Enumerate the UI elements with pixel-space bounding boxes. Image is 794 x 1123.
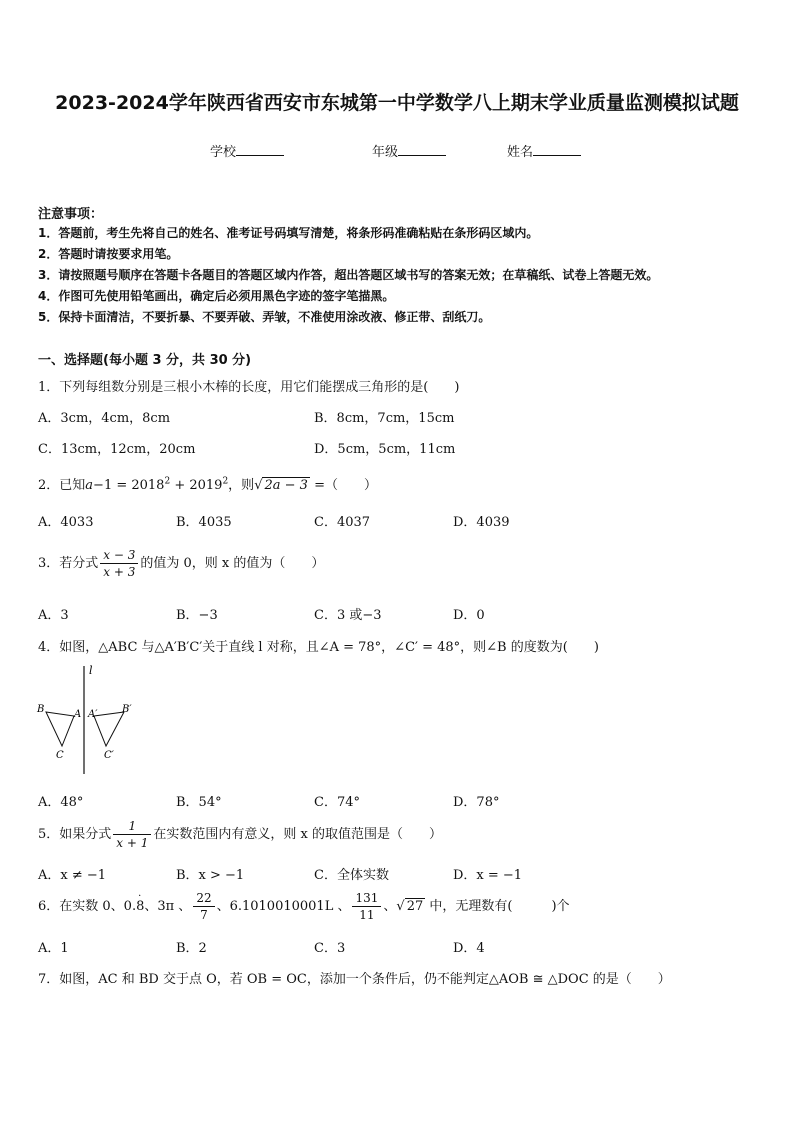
q3-prefix: 3．若分式 [38,556,99,571]
q5-fraction [113,818,151,851]
label-a-prime: A′ [88,709,98,720]
note-item: 2．答题时请按要求用笔。 [38,247,179,261]
q2-option-a: A．4033 [38,515,94,530]
sqrt-icon: √ [254,478,263,493]
q6-fraction2-num: 131 [352,890,381,907]
q2-power1: 2 [164,476,171,487]
q2-option-b: B．4035 [176,515,232,530]
repeat-dot-icon: · [138,891,142,902]
q4-option-d: D．78° [453,795,500,810]
label-b: B [37,704,45,715]
name-field [507,141,581,160]
note-item: 1．答题前，考生先将自己的姓名、准考证号码填写清楚，将条形码准确粘贴在条形码区域内。 [38,226,539,240]
q1-option-a: A．3cm，4cm，8cm [38,411,171,426]
q7-stem: 7．如图，AC 和 BD 交于点 O，若 OB = OC，添加一个条件后，仍不能判定△AOB ≅ △DOC 的是（ ） [38,972,671,987]
triangle-abc [46,712,74,746]
q4-option-b: B．54° [176,795,222,810]
q3-fraction [100,547,138,580]
label-a: A [74,709,82,720]
q6-repeating-digit [136,891,145,914]
q6-fraction1 [193,890,214,923]
q2-option-c: C．4037 [314,515,371,530]
q6-stem [38,890,570,923]
label-c-prime: C′ [104,750,114,761]
grade-blank [398,143,446,156]
q6-fraction2-den: 11 [359,908,375,922]
name-blank [533,143,581,156]
q3-option-c: C．3 或−3 [314,608,382,623]
q2-option-d: D．4039 [453,515,510,530]
grade-field [372,141,446,160]
q2-eq: −1 = 2018 [93,478,165,493]
notes-title: 注意事项： [38,207,104,222]
label-c: C [56,750,64,761]
grade-label: 年级 [372,145,399,160]
school-label: 学校 [210,145,237,160]
q6-fraction1-num: 22 [193,890,214,907]
q6-prefix: 6．在实数 0、0. [38,899,137,914]
sqrt-icon: √ [396,899,405,914]
q6-option-d: D．4 [453,941,485,956]
page-title: 2023-2024学年陕西省西安市东城第一中学数学八上期末学业质量监测模拟试题 [55,92,739,114]
q6-option-c: C．3 [314,941,346,956]
q6-radicand: 27 [406,899,424,914]
q4-stem: 4．如图，△ABC 与△A′B′C′关于直线 l 对称，且∠A = 78°，∠C′ = 48°，则∠B 的度数为( ) [38,640,599,655]
q1-option-c: C．13cm，12cm，20cm [38,442,196,457]
q6-fraction2 [352,890,381,923]
q3-suffix: 的值为 0，则 x 的值为（ ） [140,556,325,571]
q6-mid3: 、 [383,899,397,914]
note-item: 3．请按照题号顺序在答题卡各题目的答题区域内作答，超出答题区域书写的答案无效；在草稿纸、试卷上答题无效。 [38,268,659,282]
q6-rep-value: 8 [136,899,145,914]
q5-option-d: D．x = −1 [453,868,523,883]
q2-mid: ，则 [228,478,255,493]
note-item: 4．作图可先使用铅笔画出，确定后必须用黑色字迹的签字笔描黑。 [38,289,395,303]
q5-suffix: 在实数范围内有意义，则 x 的取值范围是（ ） [153,827,442,842]
q2-var: a [85,478,94,493]
q5-stem [38,818,442,851]
q5-prefix: 5．如果分式 [38,827,112,842]
q5-option-c: C．全体实数 [314,868,389,883]
q1-option-b: B．8cm，7cm，15cm [314,411,455,426]
q4-option-c: C．74° [314,795,360,810]
q6-mid2: 、6.1010010001L 、 [216,899,351,914]
q3-numerator: x − 3 [100,547,138,564]
q6-suffix: 中，无理数有( )个 [425,899,570,914]
q5-option-a: A．x ≠ −1 [38,868,107,883]
q2-suffix: =（ ） [309,478,377,493]
note-item: 5．保持卡面清洁，不要折暴、不要弄破、弄皱，不准使用涂改液、修正带、刮纸刀。 [38,310,491,324]
q5-denominator: x + 1 [116,836,149,850]
q4-figure [34,660,144,776]
q5-numerator: 1 [113,818,151,835]
q3-option-a: A．3 [38,608,69,623]
school-field [210,141,284,160]
q3-stem [38,547,324,580]
q4-option-a: A．48° [38,795,84,810]
q6-option-b: B．2 [176,941,207,956]
q2-power2: 2 [222,476,229,487]
name-label: 姓名 [507,145,534,160]
triangle-abc-prime [94,712,124,746]
school-blank [236,143,284,156]
q6-mid1: 、3π 、 [144,899,192,914]
q2-plus: + 2019 [170,478,223,493]
line-label: l [89,664,93,677]
q1-stem: 1．下列每组数分别是三根小木棒的长度，用它们能摆成三角形的是( ) [38,380,460,395]
label-b-prime: B′ [122,704,132,715]
section-title: 一、选择题(每小题 3 分，共 30 分) [38,353,252,368]
q3-option-b: B．−3 [176,608,218,623]
q5-option-b: B．x > −1 [176,868,245,883]
q2-radicand: 2a − 3 [264,478,308,493]
q3-option-d: D．0 [453,608,485,623]
q2-stem [38,474,377,493]
q3-denominator: x + 3 [103,565,136,579]
q6-fraction1-den: 7 [200,908,208,922]
q6-option-a: A．1 [38,941,69,956]
q1-option-d: D．5cm，5cm，11cm [314,442,456,457]
q2-prefix: 2．已知 [38,478,86,493]
